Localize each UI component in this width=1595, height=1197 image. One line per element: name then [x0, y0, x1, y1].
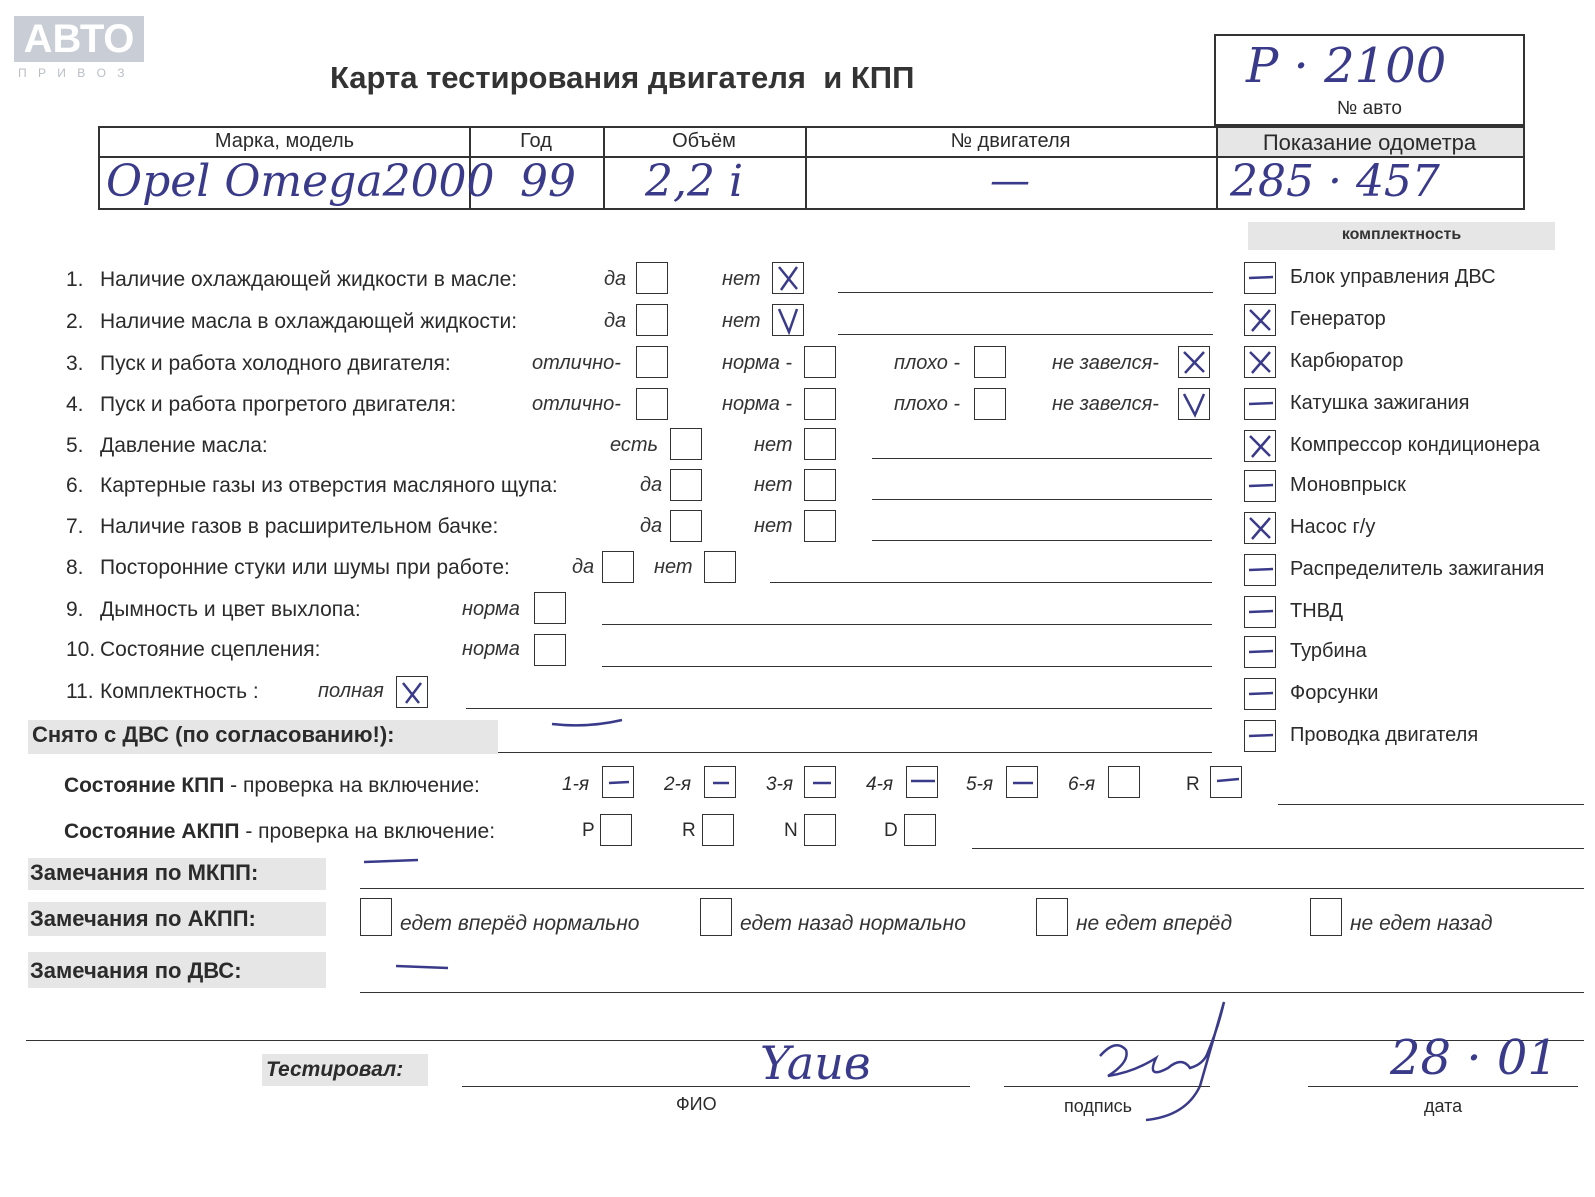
vehicle-info-table [98, 126, 1525, 210]
checkbox[interactable] [534, 592, 566, 624]
tester-name: Yaив [760, 1036, 871, 1090]
gear-checkbox[interactable] [906, 766, 938, 798]
option-label: плохо - [894, 393, 961, 415]
component-checkbox[interactable] [1244, 430, 1276, 462]
question-5-text: Давление масла: [100, 434, 268, 457]
component-label: ТНВД [1290, 600, 1344, 622]
gear-checkbox[interactable] [1006, 766, 1038, 798]
checkbox[interactable] [804, 346, 836, 378]
checkbox[interactable] [534, 634, 566, 666]
checkbox[interactable] [974, 388, 1006, 420]
component-checkbox[interactable] [1244, 388, 1276, 420]
option-label: да [572, 556, 595, 578]
question-2-text: Наличие масла в охлаждающей жидкости: [100, 310, 518, 333]
component-label: Компрессор кондиционера [1290, 434, 1540, 456]
logo [14, 16, 146, 82]
gear-label: 1-я [562, 774, 590, 795]
component-checkbox[interactable] [1244, 470, 1276, 502]
checkbox[interactable] [636, 346, 668, 378]
component-label: Катушка зажигания [1290, 392, 1470, 414]
component-label: Проводка двигателя [1290, 724, 1479, 746]
option-label: нет [754, 474, 793, 496]
option-label: нет [754, 434, 793, 456]
checkbox[interactable] [670, 469, 702, 501]
gear-checkbox[interactable] [704, 766, 736, 798]
header-model: Марка, модель [214, 130, 355, 152]
remarks-akpp-label: Замечания по АКПП: [30, 906, 256, 931]
kpp-label: Состояние КПП - проверка на включение: [64, 774, 480, 797]
option-label: отлично- [532, 352, 621, 374]
header-year: Год [520, 130, 552, 152]
gear-label: 2-я [664, 774, 692, 795]
option-label: не завелся- [1052, 352, 1159, 374]
option-label: да [604, 310, 627, 332]
gear-checkbox[interactable] [804, 814, 836, 846]
component-label: Форсунки [1290, 682, 1379, 704]
checkbox[interactable] [700, 898, 732, 936]
value-volume: 2,2 i [645, 156, 744, 207]
akpp-label: Состояние АКПП - проверка на включение: [64, 820, 496, 843]
checkbox-checked[interactable] [772, 262, 804, 294]
value-model: Opel Omega2000 [106, 156, 495, 207]
gear-checkbox[interactable] [602, 766, 634, 798]
question-4-text: Пуск и работа прогретого двигателя: [100, 393, 457, 416]
checkbox-checked[interactable] [1178, 346, 1210, 378]
question-10-number: 10. [66, 638, 96, 661]
component-label: Распределитель зажигания [1290, 558, 1545, 580]
header-volume: Объём [672, 130, 736, 152]
checkbox[interactable] [670, 510, 702, 542]
question-7-text: Наличие газов в расширительном бачке: [100, 515, 499, 538]
car-number-box [1214, 34, 1525, 126]
checkbox[interactable] [804, 428, 836, 460]
question-6-text: Картерные газы из отверстия масляного щупа: [100, 474, 558, 497]
question-3-number: 3. [66, 352, 84, 375]
component-checkbox[interactable] [1244, 346, 1276, 378]
gear-checkbox[interactable] [1210, 766, 1242, 798]
logo-subtitle: П Р И В О З [18, 66, 129, 80]
question-2-number: 2. [66, 310, 84, 333]
component-checkbox[interactable] [1244, 512, 1276, 544]
gear-label: R [1186, 774, 1200, 795]
gear-checkbox[interactable] [804, 766, 836, 798]
question-11-number: 11. [66, 680, 94, 703]
checkbox-checked[interactable] [1178, 388, 1210, 420]
component-checkbox[interactable] [1244, 720, 1276, 752]
checkbox[interactable] [804, 388, 836, 420]
checkbox[interactable] [804, 510, 836, 542]
gear-checkbox[interactable] [904, 814, 936, 846]
option-label: норма [462, 638, 520, 660]
gear-label: R [682, 820, 696, 841]
question-3-text: Пуск и работа холодного двигателя: [100, 352, 451, 375]
option-label: норма - [722, 393, 793, 415]
header-odometer: Показание одометра [1262, 130, 1477, 155]
signature-label: подпись [1064, 1096, 1133, 1116]
value-engine-number: — [990, 158, 1030, 204]
fio-label: ФИО [676, 1094, 717, 1114]
component-label: Карбюратор [1290, 350, 1404, 372]
checkbox-checked[interactable] [772, 304, 804, 336]
component-checkbox[interactable] [1244, 304, 1276, 336]
checkbox[interactable] [602, 551, 634, 583]
option-label: едет назад нормально [740, 912, 966, 935]
handwritten-dash [392, 960, 456, 976]
header-engine-number: № двигателя [950, 130, 1071, 152]
removed-label: Снято с ДВС (по согласованию!): [32, 722, 395, 747]
option-label: да [640, 515, 663, 537]
component-label: Насос г/у [1290, 516, 1376, 538]
component-label: Моновпрыск [1290, 474, 1406, 496]
question-1-text: Наличие охлаждающей жидкости в масле: [100, 268, 518, 291]
gear-checkbox[interactable] [1108, 766, 1140, 798]
component-checkbox[interactable] [1244, 596, 1276, 628]
handwritten-dash [548, 712, 628, 732]
option-label: да [640, 474, 663, 496]
components-header: комплектность [1248, 222, 1555, 250]
checkbox[interactable] [636, 262, 668, 294]
checkbox[interactable] [670, 428, 702, 460]
component-checkbox[interactable] [1244, 678, 1276, 710]
option-label: нет [654, 556, 693, 578]
component-checkbox[interactable] [1244, 636, 1276, 668]
option-label: нет [722, 310, 761, 332]
value-odometer: 285 · 457 [1230, 156, 1440, 207]
option-label: плохо - [894, 352, 961, 374]
component-checkbox[interactable] [1244, 262, 1276, 294]
checkbox[interactable] [1310, 898, 1342, 936]
car-number-label: № авто [1337, 98, 1402, 119]
question-5-number: 5. [66, 434, 84, 457]
checkbox[interactable] [636, 388, 668, 420]
option-label: нет [722, 268, 761, 290]
component-label: Генератор [1290, 308, 1386, 330]
option-label: не едет вперёд [1076, 912, 1233, 935]
question-9-text: Дымность и цвет выхлопа: [100, 598, 361, 621]
question-4-number: 4. [66, 393, 84, 416]
gear-checkbox[interactable] [600, 814, 632, 846]
checkbox[interactable] [1036, 898, 1068, 936]
question-6-number: 6. [66, 474, 84, 497]
gear-checkbox[interactable] [702, 814, 734, 846]
question-11-text: Комплектность : [100, 680, 259, 703]
handwritten-dash [360, 854, 424, 870]
option-label: нет [754, 515, 793, 537]
tested-label: Тестировал: [266, 1058, 404, 1081]
gear-label: P [582, 820, 595, 841]
option-label: норма - [722, 352, 793, 374]
gear-label: N [784, 820, 798, 841]
component-label: Блок управления ДВС [1290, 266, 1496, 288]
checkbox[interactable] [974, 346, 1006, 378]
gear-label: 5-я [966, 774, 994, 795]
date-label: дата [1424, 1096, 1463, 1116]
checkbox-checked[interactable] [396, 676, 428, 708]
gear-label: 3-я [766, 774, 794, 795]
component-checkbox[interactable] [1244, 554, 1276, 586]
checkbox[interactable] [360, 898, 392, 936]
option-label: едет вперёд нормально [400, 912, 640, 935]
form-title: Карта тестирования двигателя и КПП [330, 60, 915, 95]
test-date: 28 · 01 [1390, 1030, 1558, 1086]
gear-label: 4-я [866, 774, 894, 795]
option-label: норма [462, 598, 520, 620]
checkbox[interactable] [804, 469, 836, 501]
car-number-value: P · 2100 [1246, 38, 1447, 94]
checkbox[interactable] [636, 304, 668, 336]
question-8-text: Посторонние стуки или шумы при работе: [100, 556, 510, 579]
remarks-mkpp-label: Замечания по МКПП: [30, 860, 259, 885]
remarks-dvs-label: Замечания по ДВС: [30, 958, 242, 983]
question-1-number: 1. [66, 268, 84, 291]
option-label: есть [610, 434, 659, 456]
question-7-number: 7. [66, 515, 84, 538]
question-8-number: 8. [66, 556, 84, 579]
option-label: да [604, 268, 627, 290]
value-year: 99 [520, 156, 576, 207]
logo-brand: АВТО [14, 16, 144, 62]
option-label: не завелся- [1052, 393, 1159, 415]
component-label: Турбина [1290, 640, 1367, 662]
question-10-text: Состояние сцепления: [100, 638, 321, 661]
option-label: полная [318, 680, 384, 702]
option-label: не едет назад [1350, 912, 1493, 935]
gear-label: D [884, 820, 898, 841]
option-label: отлично- [532, 393, 621, 415]
gear-label: 6-я [1068, 774, 1096, 795]
checkbox[interactable] [704, 551, 736, 583]
question-9-number: 9. [66, 598, 84, 621]
